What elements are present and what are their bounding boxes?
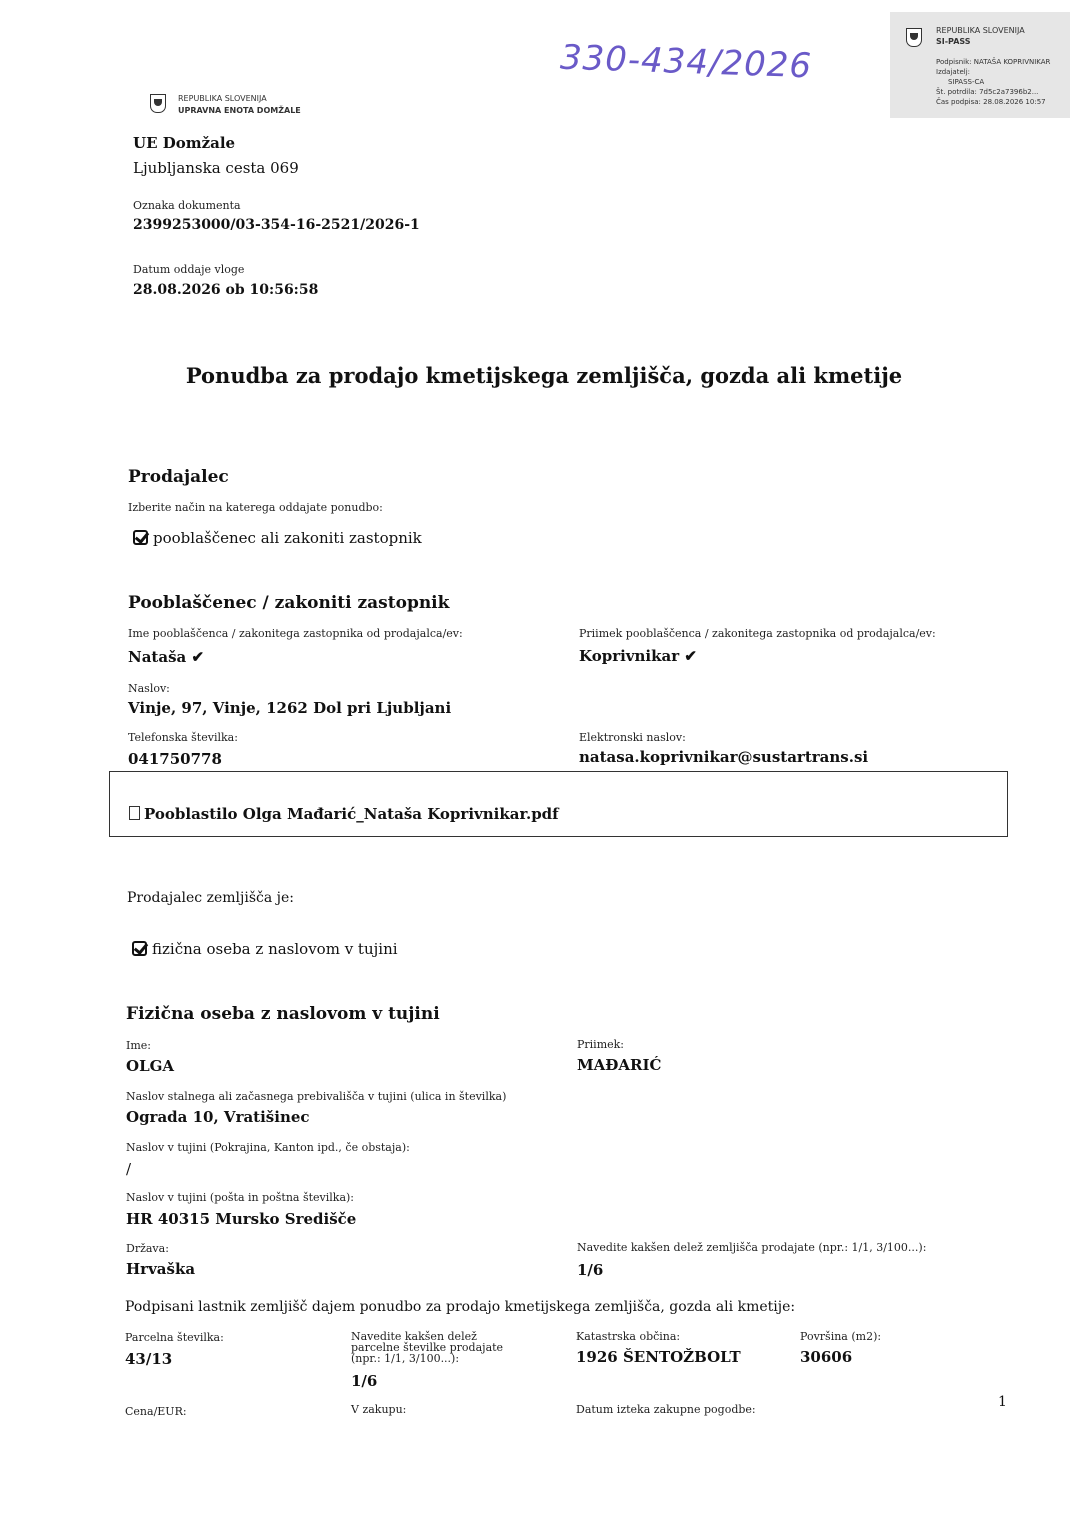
- person-street-label: Naslov stalnega ali začasnega prebivališča v tujini (ulica in številka): [126, 1090, 507, 1103]
- parcel-number: 43/13: [125, 1350, 173, 1368]
- seller-type-label: Prodajalec zemljišča je:: [127, 890, 294, 906]
- price-label: Cena/EUR:: [125, 1405, 187, 1418]
- person-heading: Fizična oseba z naslovom v tujini: [126, 1004, 440, 1024]
- seller-type-option-label: fizična oseba z naslovom v tujini: [152, 940, 398, 958]
- person-post-label: Naslov v tujini (pošta in poštna številka):: [126, 1191, 355, 1204]
- attachment-link[interactable]: [129, 805, 559, 823]
- cadastral-label: Katastrska občina:: [576, 1330, 681, 1343]
- office-name: UE Domžale: [133, 134, 236, 152]
- area-value: 30606: [800, 1348, 853, 1366]
- coat-of-arms-icon: [906, 28, 922, 47]
- handwritten-number: 330-434/2026: [559, 37, 813, 87]
- person-street: Ograda 10, Vratišinec: [126, 1108, 310, 1126]
- parcel-share: 1/6: [351, 1372, 378, 1390]
- rep-first-name: [128, 648, 204, 666]
- rep-address: Vinje, 97, Vinje, 1262 Dol pri Ljubljani: [128, 699, 452, 717]
- area-label: Površina (m2):: [800, 1330, 882, 1343]
- offer-intro: Podpisani lastnik zemljišč dajem ponudbo za prodajo kmetijskega zemljišča, gozda ali kmetije:: [125, 1299, 796, 1315]
- doc-id-label: Oznaka dokumenta: [133, 199, 241, 212]
- lease-end-label: Datum izteka zakupne pogodbe:: [576, 1403, 756, 1416]
- cadastral-value: 1926 ŠENTOŽBOLT: [576, 1348, 741, 1366]
- person-region-label: Naslov v tujini (Pokrajina, Kanton ipd., če obstaja):: [126, 1141, 410, 1154]
- file-icon: [129, 806, 140, 820]
- checkbox-checked[interactable]: [132, 941, 147, 956]
- checkbox-checked[interactable]: [133, 530, 148, 545]
- person-first-name-label: Ime:: [126, 1039, 151, 1052]
- lease-label: V zakupu:: [351, 1403, 407, 1416]
- person-post: HR 40315 Mursko Središče: [126, 1210, 357, 1228]
- person-last-name-label: Priimek:: [577, 1038, 625, 1051]
- rep-email: natasa.koprivnikar@sustartrans.si: [579, 748, 869, 766]
- parcel-label: Parcelna številka:: [125, 1331, 224, 1344]
- rep-first-name-value: Nataša: [128, 648, 187, 666]
- sipass-line: Podpisnik: NATAŠA KOPRIVNIKAR: [936, 58, 1051, 66]
- sipass-service: SI-PASS: [936, 37, 971, 46]
- submission-date: 28.08.2026 ob 10:56:58: [133, 282, 319, 298]
- coat-of-arms-icon: [150, 94, 166, 113]
- sipass-line: Izdajatelj:: [936, 68, 971, 76]
- page-number: 1: [998, 1394, 1007, 1410]
- representative-heading: Pooblaščenec / zakoniti zastopnik: [128, 593, 450, 613]
- parcel-share-label: Navedite kakšen delež parcelne številke prodajate (npr.: 1/1, 3/100...):: [351, 1330, 504, 1365]
- share-label: Navedite kakšen delež zemljišča prodajate (npr.: 1/1, 3/100...):: [577, 1241, 927, 1254]
- date-label: Datum oddaje vloge: [133, 263, 245, 276]
- attachment-filename: Pooblastilo Olga Mađarić_Nataša Koprivnikar.pdf: [144, 805, 559, 823]
- attachment-box: [109, 771, 1008, 837]
- rep-email-label: Elektronski naslov:: [579, 731, 686, 744]
- verified-check-icon: ✔: [684, 647, 697, 665]
- sipass-stamp: [890, 12, 1070, 118]
- sipass-line: SIPASS-CA: [948, 78, 985, 86]
- seller-type-option[interactable]: [132, 940, 398, 958]
- rep-last-name: [579, 647, 697, 665]
- rep-address-label: Naslov:: [128, 682, 170, 695]
- method-label: Izberite način na katerega oddajate ponudbo:: [128, 501, 383, 514]
- rep-phone-label: Telefonska številka:: [128, 731, 238, 744]
- verified-check-icon: ✔: [191, 648, 205, 666]
- header-authority: UPRAVNA ENOTA DOMŽALE: [178, 106, 301, 115]
- person-region: /: [126, 1160, 132, 1178]
- header-country: REPUBLIKA SLOVENIJA: [178, 94, 267, 103]
- person-first-name: OLGA: [126, 1057, 175, 1075]
- rep-last-name-label: Priimek pooblaščenca / zakonitega zastopnika od prodajalca/ev:: [579, 627, 936, 640]
- sipass-line: Št. potrdila: 7d5c2a7396b2...: [936, 88, 1039, 96]
- seller-heading: Prodajalec: [128, 467, 229, 487]
- person-country-label: Država:: [126, 1242, 169, 1255]
- method-option-label: pooblaščenec ali zakoniti zastopnik: [153, 529, 422, 547]
- person-last-name: MAĐARIĆ: [577, 1056, 662, 1074]
- rep-last-name-value: Koprivnikar: [579, 647, 680, 665]
- share-value: 1/6: [577, 1261, 604, 1279]
- office-address: Ljubljanska cesta 069: [133, 159, 299, 177]
- sipass-country: REPUBLIKA SLOVENIJA: [936, 26, 1025, 35]
- doc-id: 2399253000/03-354-16-2521/2026-1: [133, 217, 420, 233]
- person-country: Hrvaška: [126, 1260, 196, 1278]
- rep-first-name-label: Ime pooblaščenca / zakonitega zastopnika od prodajalca/ev:: [128, 627, 463, 640]
- method-option[interactable]: [133, 529, 422, 547]
- page-title: Ponudba za prodajo kmetijskega zemljišča, gozda ali kmetije: [185, 363, 903, 388]
- sipass-line: Čas podpisa: 28.08.2026 10:57: [936, 98, 1046, 106]
- rep-phone: 041750778: [128, 750, 222, 768]
